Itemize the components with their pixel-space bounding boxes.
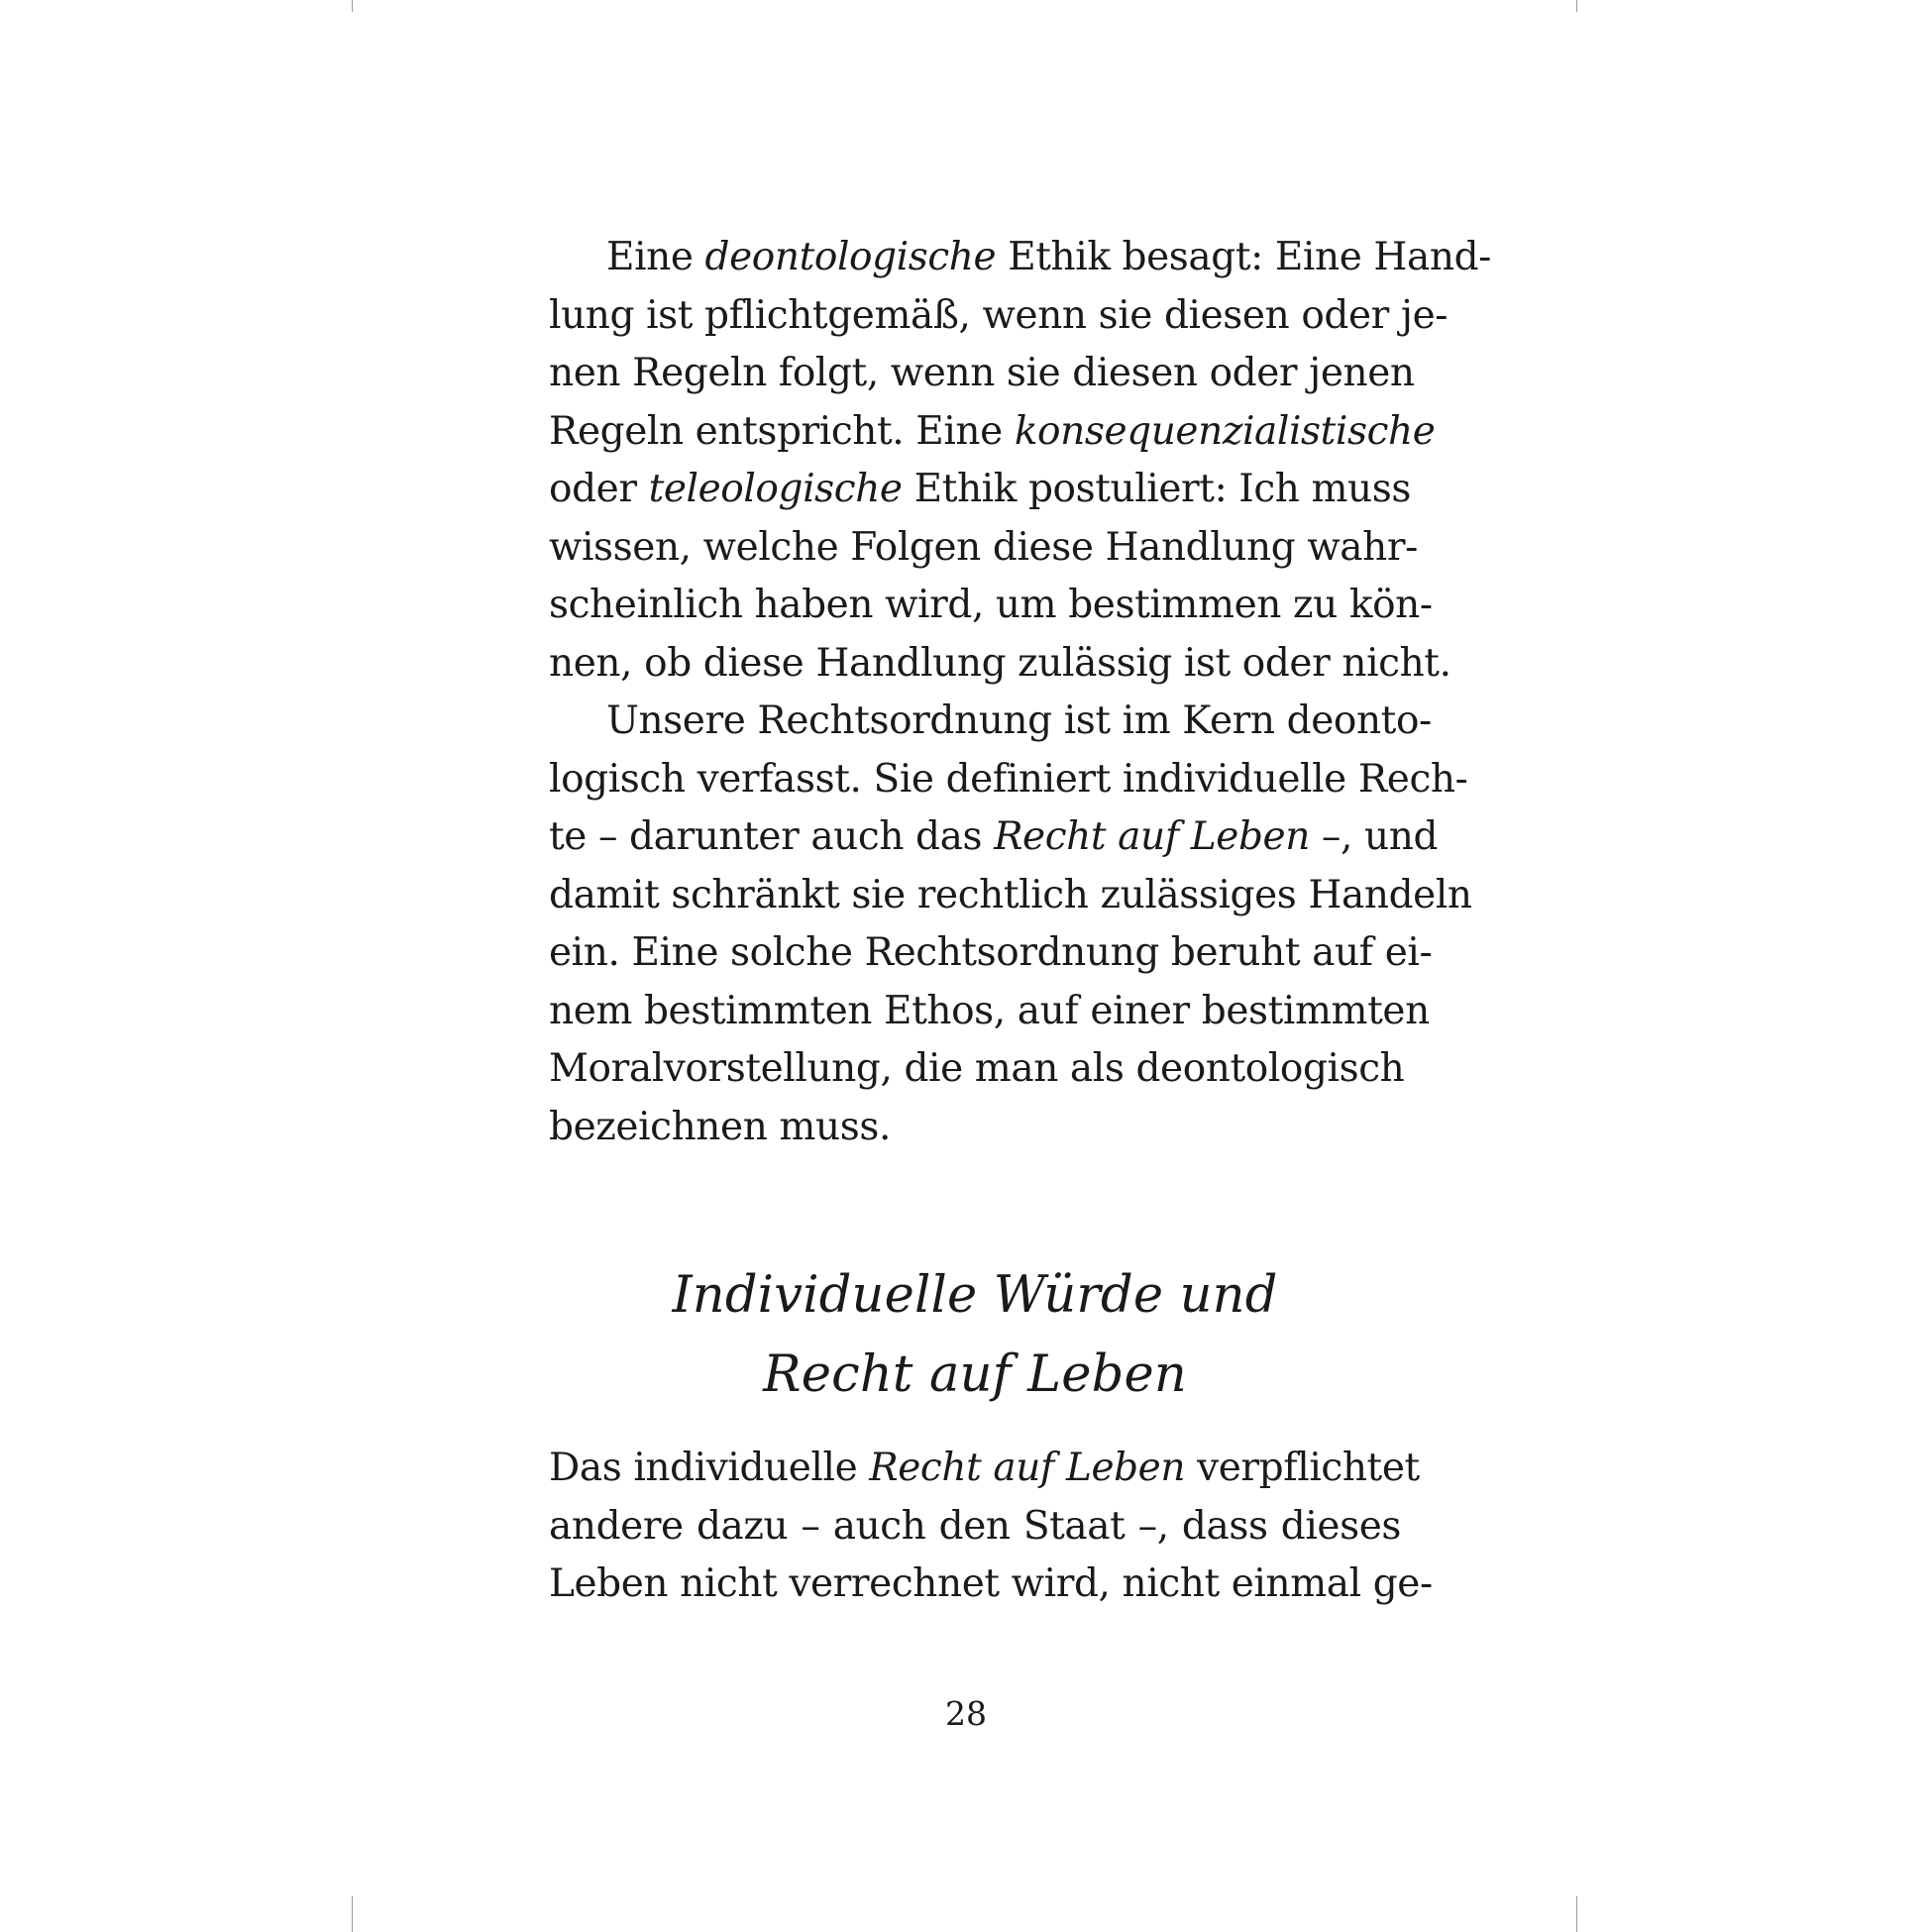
text-line: Leben nicht verrechnet wird, nicht einmal ge- [549,1561,1433,1606]
text-line: damit schränkt sie rechtlich zulässiges Handeln [549,872,1472,917]
heading-line: Recht auf Leben [763,1345,1187,1404]
text-line: Eine deontologische Ethik besagt: Eine Hand- [606,235,1491,279]
text-line: scheinlich haben wird, um bestimmen zu kön- [549,583,1433,627]
heading-line: Individuelle Würde und [672,1266,1278,1325]
text-line: nem bestimmten Ethos, auf einer bestimmten [549,988,1430,1033]
section-heading [549,1256,1401,1415]
text-line: Moralvorstellung, die man als deontologisch [549,1046,1405,1091]
text-line: andere dazu – auch den Staat –, dass dieses [549,1503,1401,1549]
crop-mark-top-right [1576,0,1577,12]
page-number: 28 [945,1694,987,1733]
text-line: nen Regeln folgt, wenn sie diesen oder jenen [549,351,1415,395]
paragraph-2 [549,693,1472,1156]
text-line: lung ist pflichtgemäß, wenn sie diesen oder je- [549,292,1449,338]
text-line: bezeichnen muss. [549,1104,891,1149]
paragraph-3 [549,1440,1433,1614]
text-line: logisch verfasst. Sie definiert individuelle Rech- [549,756,1468,802]
crop-mark-bottom-left [352,1896,353,1932]
text-line: Das individuelle Recht auf Leben verpflichtet [549,1446,1420,1490]
paragraph-1 [549,229,1491,693]
text-line: wissen, welche Folgen diese Handlung wahr- [549,524,1418,570]
crop-mark-bottom-right [1576,1896,1577,1932]
text-line: nen, ob diese Handlung zulässig ist oder nicht. [549,640,1451,686]
text-line: Unsere Rechtsordnung ist im Kern deonto- [606,698,1432,743]
crop-mark-top-left [352,0,353,12]
body-text [549,229,1491,1156]
text-line: ein. Eine solche Rechtsordnung beruht auf ei- [549,930,1433,975]
text-line: te – darunter auch das Recht auf Leben –, und [549,814,1439,859]
text-line: oder teleologische Ethik postuliert: Ich muss [549,467,1412,511]
text-line: Regeln entspricht. Eine konsequenzialistische [549,408,1436,454]
